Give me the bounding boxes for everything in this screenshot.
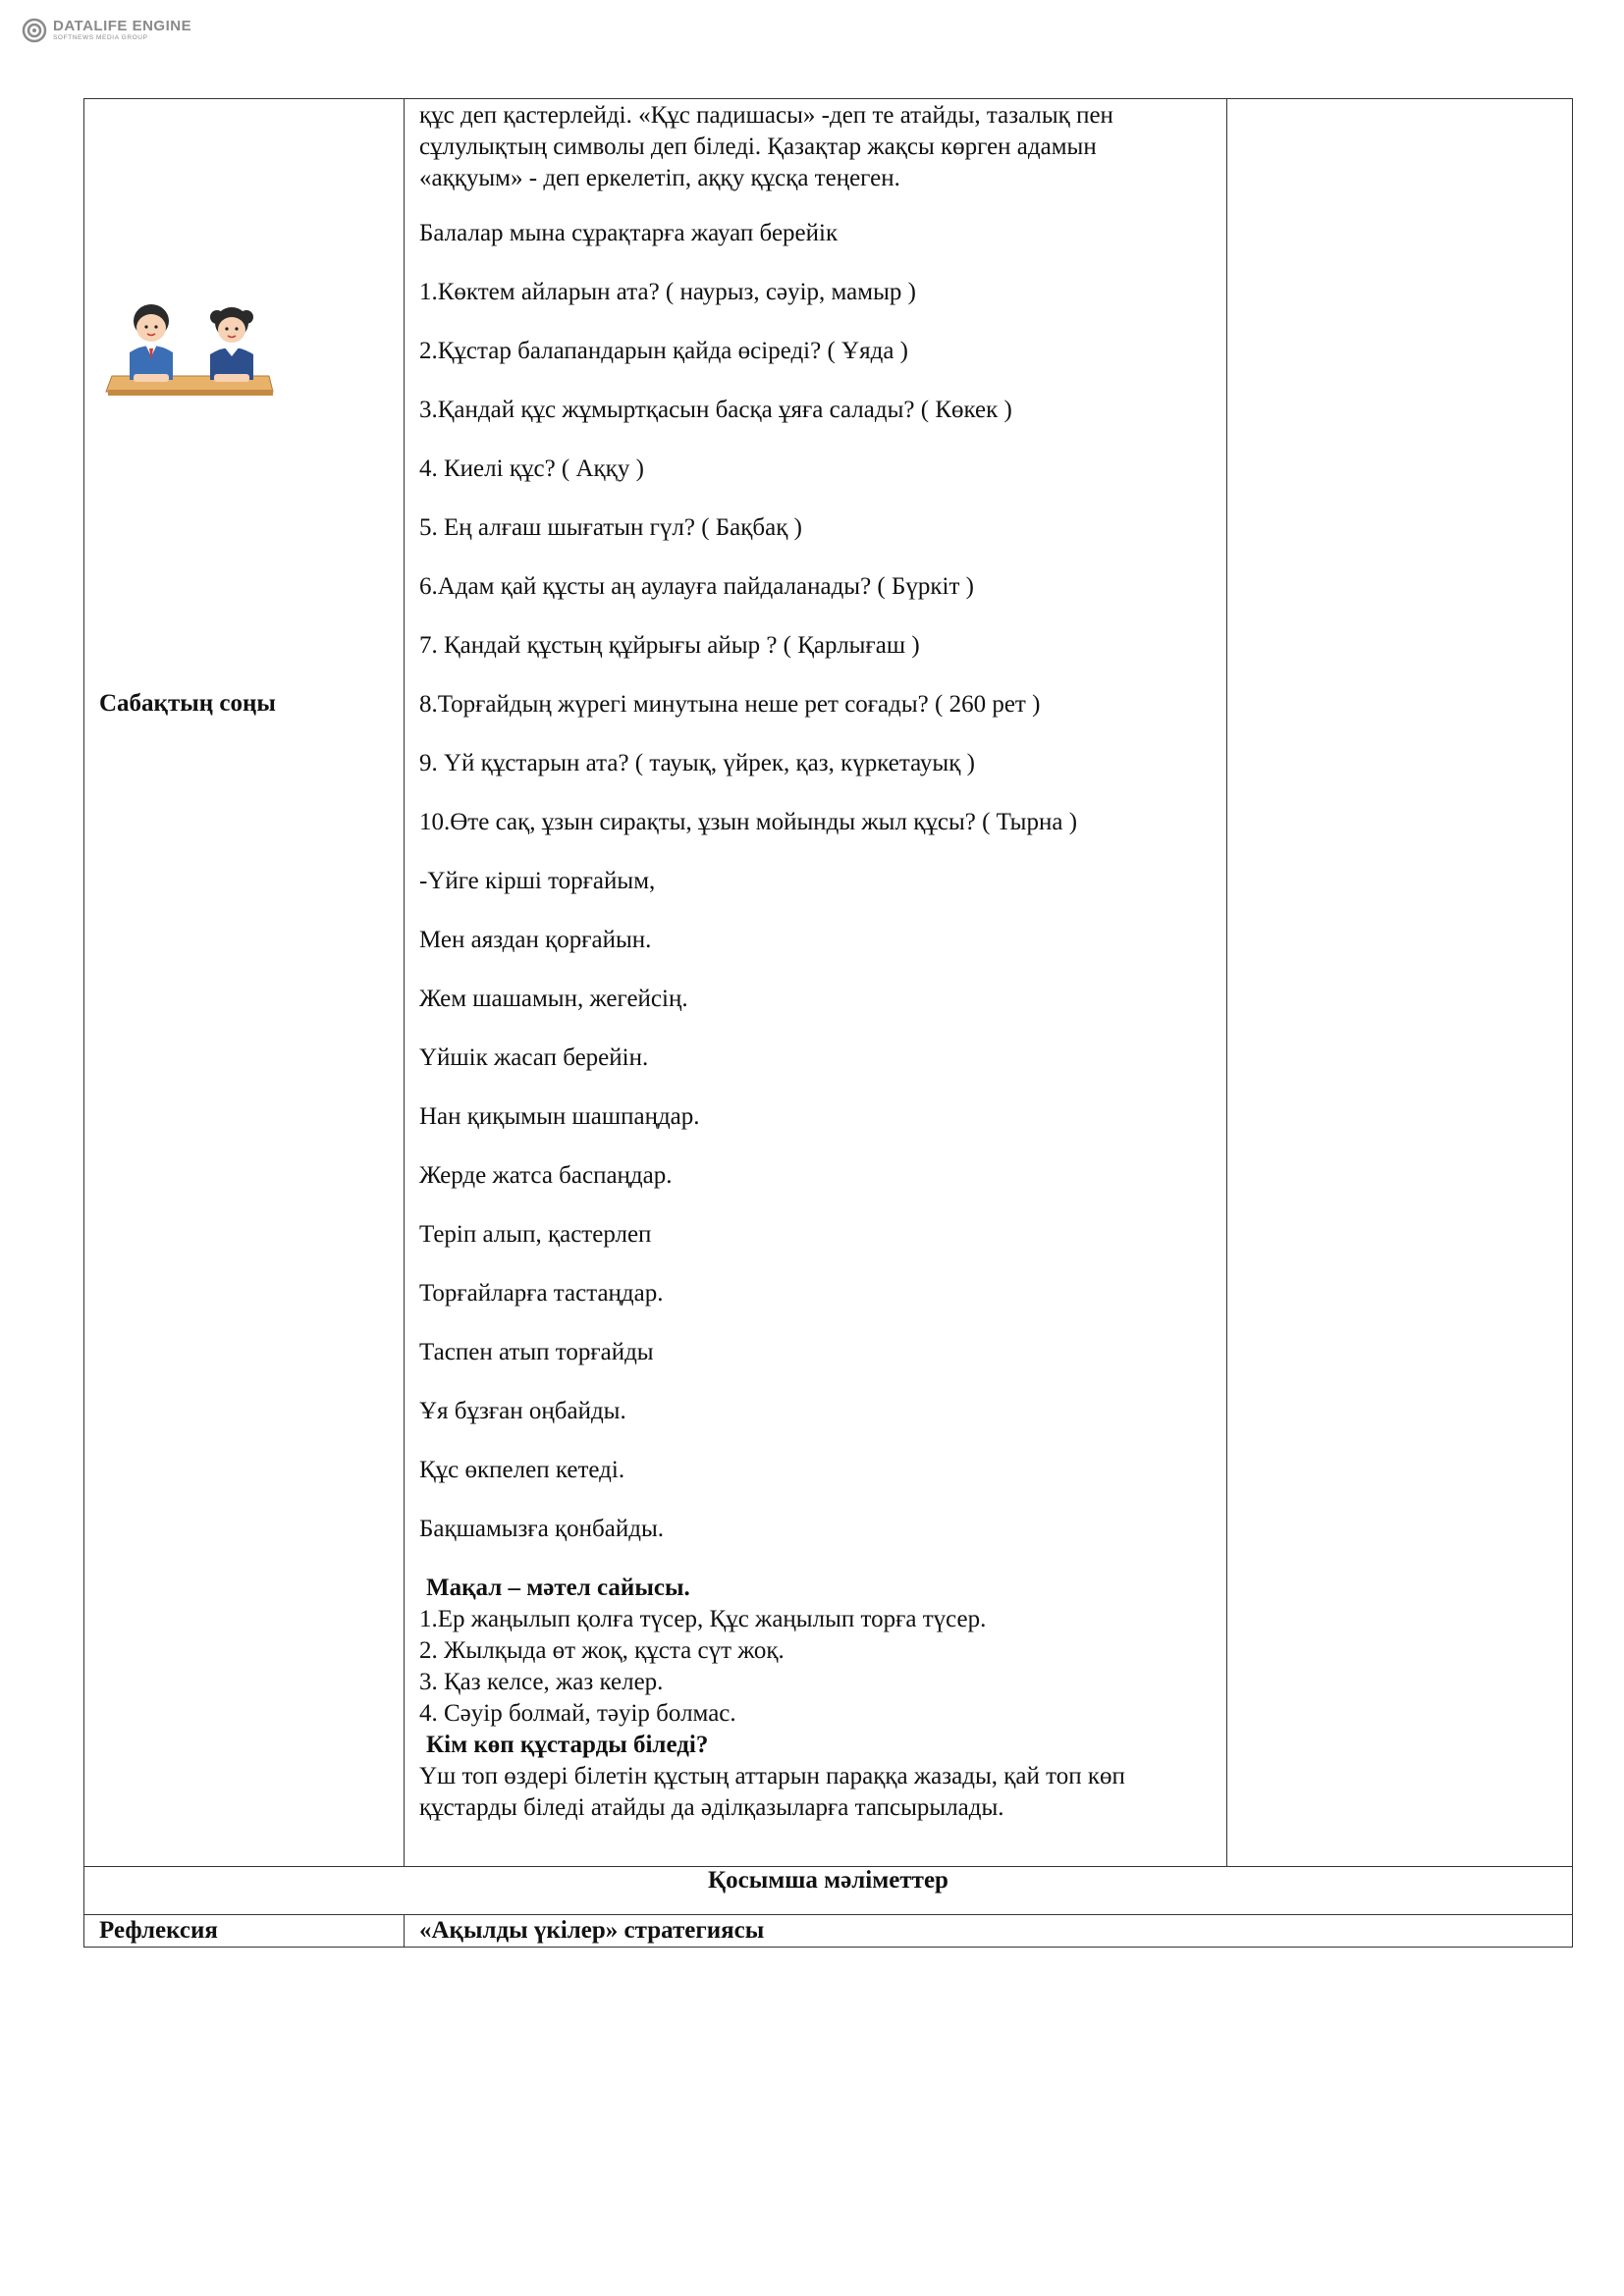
- question-intro: Балалар мына сұрақтарға жауап берейік: [419, 220, 839, 246]
- intro-line: сұлулықтың символы деп біледі. Қазақтар жақсы көрген адамын: [419, 133, 1097, 160]
- poem-line: Жерде жатса баспаңдар.: [419, 1162, 673, 1189]
- notes-cell: [1227, 99, 1573, 1867]
- poem-line: Жем шашамын, жегейсің.: [419, 986, 688, 1012]
- watermark-title: DATALIFE ENGINE: [53, 18, 192, 34]
- question-item: 1.Көктем айларын ата? ( наурыз, сәуір, мамыр ): [419, 279, 916, 305]
- question-item: 4. Киелі құс? ( Аққу ): [419, 455, 644, 482]
- poem-line: Таспен атып торғайды: [419, 1339, 654, 1365]
- reflection-row: [84, 1915, 1573, 1948]
- poem-line: Торғайларға тастаңдар.: [419, 1280, 664, 1307]
- reflection-strategy: «Ақылды үкілер» стратегиясы: [405, 1915, 1573, 1948]
- lesson-end-label: Сабақтың соңы: [99, 690, 276, 717]
- poem-line: Құс өкпелеп кетеді.: [419, 1457, 625, 1483]
- watermark-subtitle: SOFTNEWS MEDIA GROUP: [53, 34, 148, 41]
- school-children-illustration: [104, 295, 276, 403]
- poem-line: -Үйге кірші торғайым,: [419, 868, 656, 894]
- game-line: Үш топ өздері білетін құстың аттарын параққа жазады, қай топ көп: [419, 1763, 1125, 1789]
- poem-line: Үйшік жасап берейін.: [419, 1044, 649, 1071]
- proverb-item: 3. Қаз келсе, жаз келер.: [419, 1669, 664, 1695]
- stage-cell: [84, 99, 405, 1867]
- poem-line: Нан қиқымын шашпаңдар.: [419, 1103, 700, 1130]
- question-item: 5. Ең алғаш шығатын гүл? ( Бақбақ ): [419, 514, 802, 541]
- game-line: құстарды біледі атайды да әділқазыларға тапсырылады.: [419, 1794, 1004, 1821]
- lesson-end-row: [84, 99, 1573, 1867]
- poem-line: Мен аяздан қорғайын.: [419, 927, 652, 953]
- question-item: 7. Қандай құстың құйрығы айыр ? ( Қарлығаш ): [419, 632, 920, 659]
- question-item: 9. Үй құстарын ата? ( тауық, үйрек, қаз, күркетауық ): [419, 750, 975, 776]
- poem-line: Бақшамызға қонбайды.: [419, 1516, 665, 1542]
- poem-line: Теріп алып, қастерлеп: [419, 1221, 652, 1248]
- datalife-logo-icon: [22, 18, 47, 43]
- question-item: 8.Торғайдың жүрегі минутына неше рет соғады? ( 260 рет ): [419, 691, 1041, 718]
- game-title: Кім көп құстарды біледі?: [426, 1732, 709, 1758]
- question-item: 3.Қандай құс жұмыртқасын басқа ұяға салады? ( Көкек ): [419, 397, 1012, 423]
- lesson-plan-table: [83, 98, 1573, 1948]
- additional-info-row: [84, 1867, 1573, 1915]
- proverb-item: 4. Сәуір болмай, тәуір болмас.: [419, 1700, 736, 1727]
- question-item: 2.Құстар балапандарын қайда өсіреді? ( Ұяда ): [419, 338, 908, 364]
- lesson-content-cell: [405, 99, 1227, 1867]
- proverb-item: 1.Ер жаңылып қолға түсер, Құс жаңылып торға түсер.: [419, 1606, 987, 1632]
- additional-info-heading: Қосымша мәліметтер: [84, 1867, 1573, 1915]
- question-item: 6.Адам қай құсты аң аулауға пайдаланады? ( Бүркіт ): [419, 573, 974, 600]
- proverb-item: 2. Жылқыда өт жоқ, құста сүт жоқ.: [419, 1637, 785, 1664]
- reflection-label: Рефлексия: [84, 1915, 405, 1948]
- intro-line: «аққуым» - деп еркелетіп, аққу құсқа теңеген.: [419, 165, 900, 191]
- question-item: 10.Өте сақ, ұзын сирақты, ұзын мойынды жыл құсы? ( Тырна ): [419, 809, 1078, 835]
- watermark: [22, 18, 191, 43]
- proverbs-title: Мақал – мәтел сайысы.: [426, 1575, 690, 1601]
- intro-line: құс деп қастерлейді. «Құс падишасы» -деп те атайды, тазалық пен: [419, 102, 1113, 129]
- poem-line: Ұя бұзған оңбайды.: [419, 1398, 626, 1424]
